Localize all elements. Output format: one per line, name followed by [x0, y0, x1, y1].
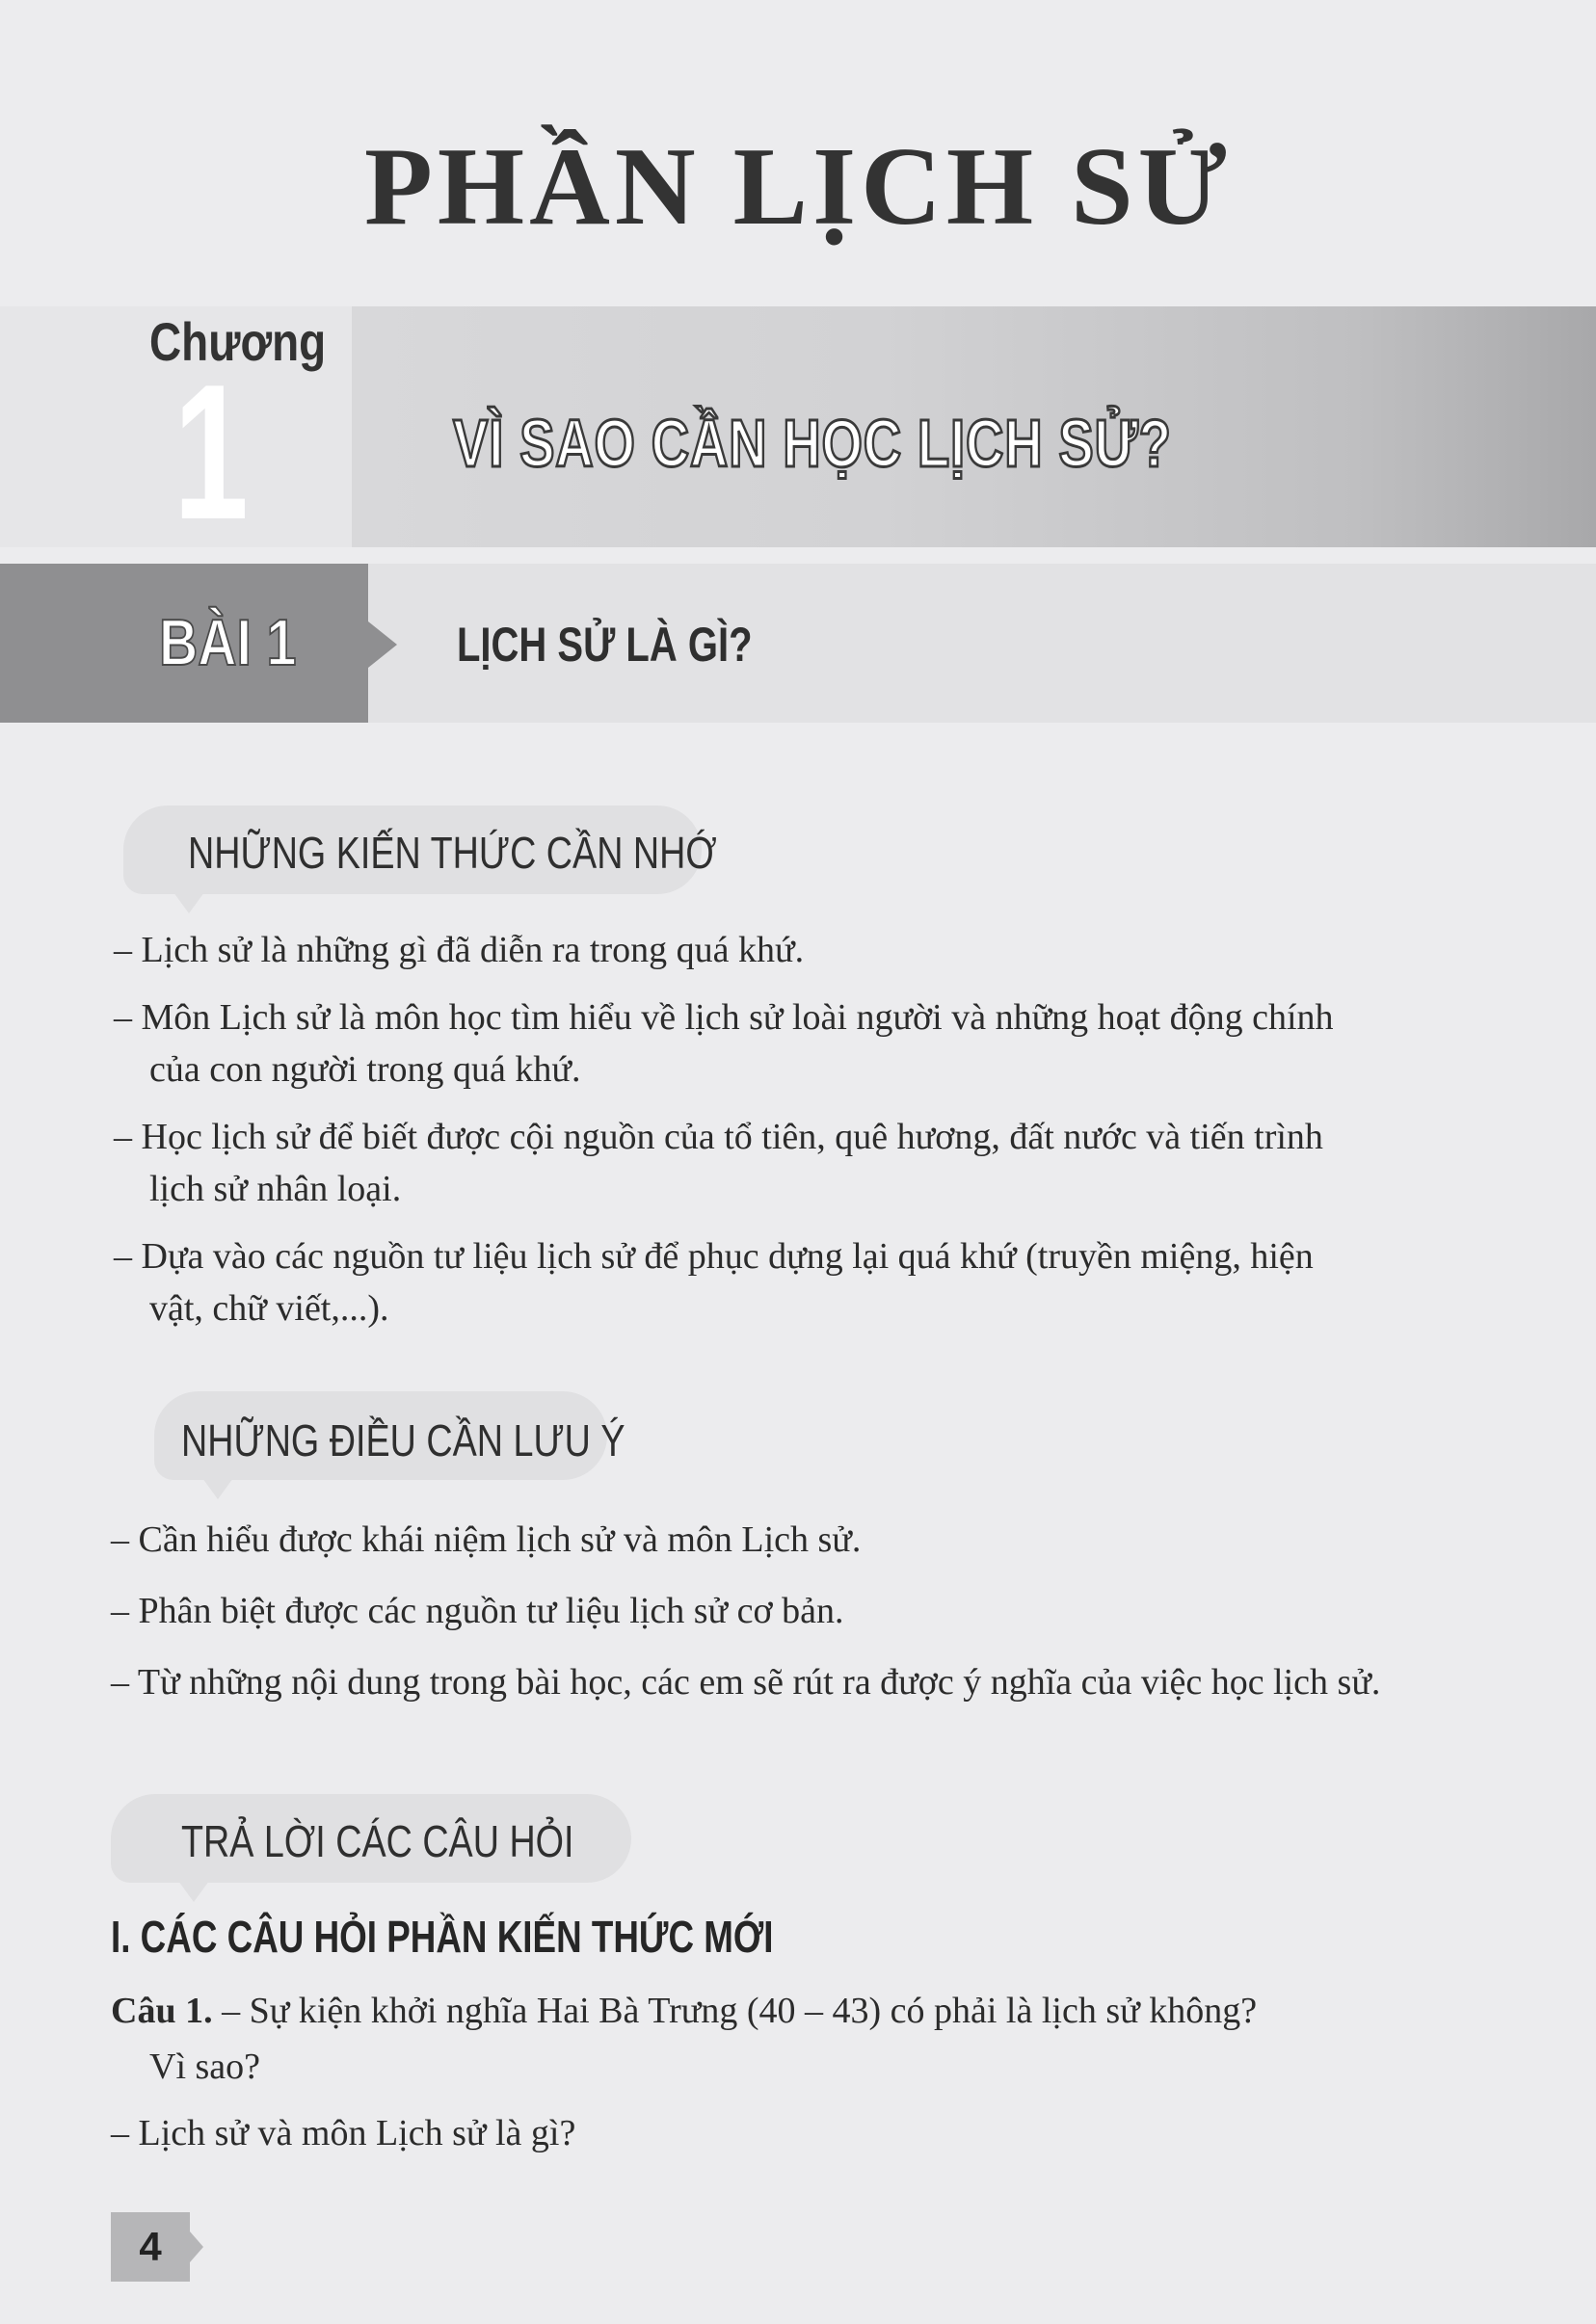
question-text-cont: Vì sao?: [149, 2047, 261, 2087]
question-1: [111, 1983, 1499, 2095]
knowledge-item: – Môn Lịch sử là môn học tìm hiểu về lịch sử loài người và những hoạt động chính: [114, 997, 1334, 1038]
knowledge-item: – Học lịch sử để biết được cội nguồn của tổ tiên, quê hương, đất nước và tiến trình: [114, 1117, 1323, 1157]
notes-item: – Cần hiểu được khái niệm lịch sử và môn Lịch sử.: [111, 1519, 862, 1560]
knowledge-item-cont: vật, chữ viết,...).: [149, 1288, 389, 1329]
knowledge-item: – Lịch sử là những gì đã diễn ra trong quá khứ.: [114, 930, 805, 970]
chapter-title: VÌ SAO CẦN HỌC LỊCH SỬ?: [453, 406, 1172, 481]
sub-heading: I. CÁC CÂU HỎI PHẦN KIẾN THỨC MỚI: [111, 1912, 774, 1962]
notes-item: – Phân biệt được các nguồn tư liệu lịch sử cơ bản.: [111, 1591, 844, 1631]
lesson-label: BÀI 1: [159, 606, 297, 679]
page-number: 4: [139, 2224, 162, 2269]
question-text: – Sự kiện khởi nghĩa Hai Bà Trưng (40 – 43) có phải là lịch sử không?: [212, 1991, 1258, 2031]
answers-heading: TRẢ LỜI CÁC CÂU HỎI: [181, 1816, 574, 1866]
chapter-number: 1: [173, 345, 249, 560]
notes-heading: NHỮNG ĐIỀU CẦN LƯU Ý: [181, 1415, 625, 1466]
knowledge-item-cont: lịch sử nhân loại.: [149, 1169, 402, 1209]
question-2: – Lịch sử và môn Lịch sử là gì?: [111, 2113, 576, 2153]
chapter-label: Chương: [149, 311, 327, 372]
knowledge-item: – Dựa vào các nguồn tư liệu lịch sử để phục dựng lại quá khứ (truyền miệng, hiện: [114, 1236, 1314, 1277]
knowledge-heading: NHỮNG KIẾN THỨC CẦN NHỚ: [188, 828, 717, 878]
question-label: Câu 1.: [111, 1991, 213, 2031]
page-arrow-icon: [190, 2232, 203, 2262]
bubble-tail-icon: [178, 1881, 209, 1902]
lesson-title: LỊCH SỬ LÀ GÌ?: [457, 618, 753, 672]
bubble-tail-icon: [202, 1478, 233, 1499]
notes-item: – Từ những nội dung trong bài học, các em sẽ rút ra được ý nghĩa của việc học lịch sử.: [111, 1662, 1381, 1703]
page-title: PHẦN LỊCH SỬ: [364, 125, 1232, 249]
lesson-arrow-icon: [368, 621, 397, 668]
knowledge-item-cont: của con người trong quá khứ.: [149, 1049, 581, 1090]
bubble-tail-icon: [173, 892, 204, 913]
